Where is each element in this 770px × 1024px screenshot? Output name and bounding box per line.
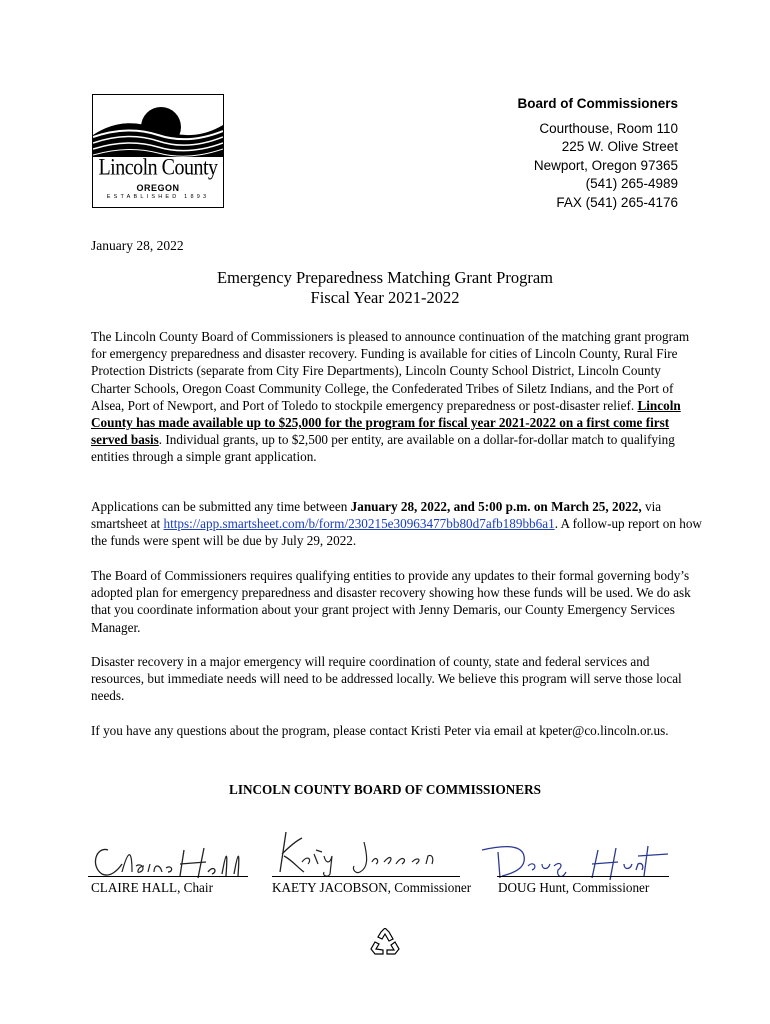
signer-name: CLAIRE HALL, Chair bbox=[91, 880, 213, 895]
paragraph-text: The Lincoln County Board of Commissioners is pleased to announce continuation of the matching grant program for emergency preparedness and disaster recovery. Funding is available for cities of Lincoln County, Rural Fire Protection Districts (separate from City Fire Departments), Lincoln County School District, Lincoln County Charter Schools, Oregon Coast Community College, the Confederated Tribes of Siletz Indians, and the Port of Alsea, Port of Newport, and Port of Toledo to stockpile emergency preparedness or post-disaster relief. bbox=[91, 329, 690, 413]
county-logo bbox=[92, 94, 224, 208]
logo-name: Lincoln County bbox=[98, 155, 218, 181]
paragraph-text: Applications can be submitted any time between bbox=[91, 499, 351, 514]
paragraph-recovery: Disaster recovery in a major emergency will require coordination of county, state and federal services and resources, but immediate needs will need to be addressed locally. We believe this program will serve those local needs. bbox=[91, 654, 682, 704]
deadline-highlight: January 28, 2022, and 5:00 p.m. on March 25, 2022, bbox=[350, 499, 642, 514]
smartsheet-link[interactable]: https://app.smartsheet.com/b/form/230215e30963477bb80d7afb189bb6a1 bbox=[163, 516, 555, 532]
paragraph-applications bbox=[91, 498, 703, 550]
paragraph-contact: If you have any questions about the program, please contact Kristi Peter via email at kpeter@co.lincoln.or.us. bbox=[91, 723, 669, 738]
letterhead-address bbox=[517, 95, 678, 212]
funding-highlight: Lincoln County has made available up to $25,000 for the program for fiscal year 2021-2022 on a first come first served basis bbox=[91, 397, 681, 448]
paragraph-text: . Individual grants, up to $2,500 per entity, are available on a dollar-for-dollar match to qualifying entities through a simple grant application. bbox=[91, 432, 675, 465]
signature-kaety-jacobson bbox=[272, 828, 462, 878]
paragraph-intro bbox=[91, 328, 703, 466]
phone-line: (541) 265-4989 bbox=[585, 176, 678, 191]
logo-established: ESTABLISHED 1893 bbox=[106, 194, 210, 200]
paragraph-requirements: The Board of Commissioners requires qualifying entities to provide any updates to their formal governing body’s adopted plan for emergency preparedness and disaster recovery showing how these funds will be used. We do ask that you coordinate information about your grant project with Jenny Demaris, our County Emergency Services Manager. bbox=[91, 568, 691, 635]
logo-state: OREGON bbox=[136, 183, 180, 193]
signer-name: DOUG Hunt, Commissioner bbox=[498, 880, 650, 895]
signature-line bbox=[497, 876, 669, 877]
fax-line: FAX (541) 265-4176 bbox=[556, 194, 678, 210]
signature-line bbox=[88, 876, 248, 877]
signature-doug-hunt bbox=[478, 836, 678, 886]
title-line-2: Fiscal Year 2021-2022 bbox=[310, 288, 460, 307]
document-title bbox=[0, 268, 770, 308]
signature-claire-hall bbox=[88, 836, 258, 886]
title-line-1: Emergency Preparedness Matching Grant Program bbox=[216, 268, 553, 287]
address-line: Newport, Oregon 97365 bbox=[533, 157, 678, 173]
signer-name: KAETY JACOBSON, Commissioner bbox=[272, 880, 472, 895]
closing-board-name: LINCOLN COUNTY BOARD OF COMMISSIONERS bbox=[229, 782, 541, 797]
address-line: Courthouse, Room 110 bbox=[539, 120, 678, 136]
board-title: Board of Commissioners bbox=[517, 96, 678, 111]
paragraph-text: . A follow-up report on how the funds were spent will be due by July 29, 2022. bbox=[91, 516, 702, 549]
address-line: 225 W. Olive Street bbox=[561, 139, 678, 154]
paragraph-text: via smartsheet at bbox=[91, 499, 662, 532]
recycle-icon bbox=[369, 928, 401, 958]
signature-line bbox=[272, 876, 460, 877]
letter-date: January 28, 2022 bbox=[91, 238, 184, 253]
